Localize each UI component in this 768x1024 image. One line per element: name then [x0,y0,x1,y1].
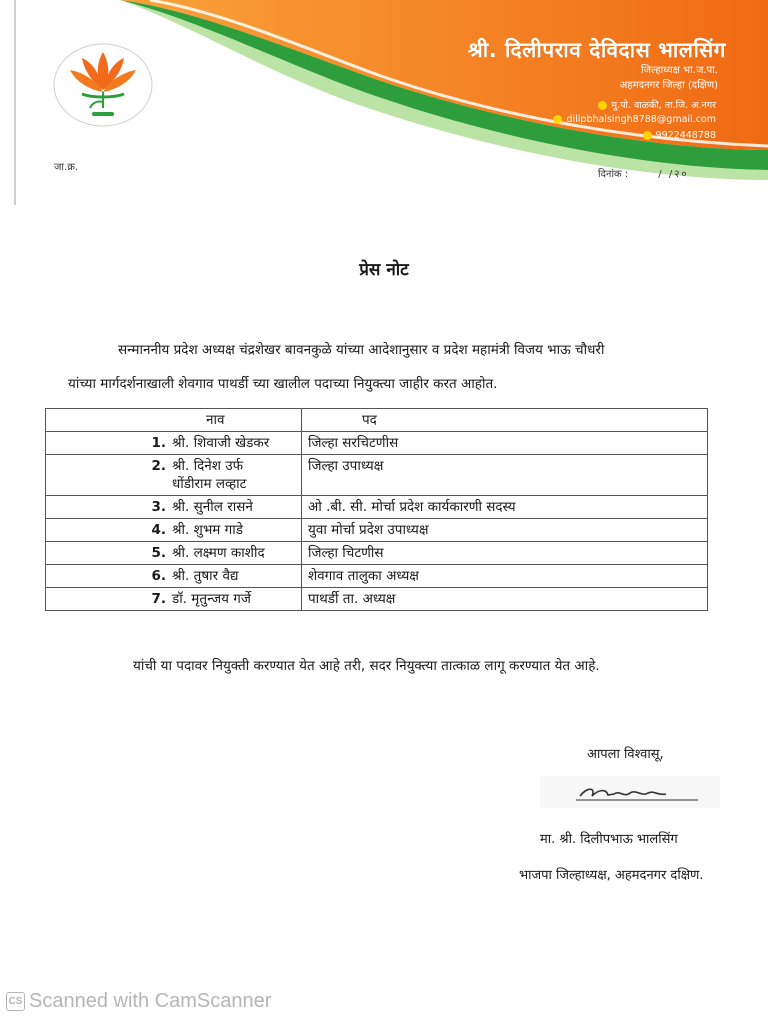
letterhead-email [553,114,716,125]
date-field [598,166,689,180]
scan-edge-line [14,0,16,205]
table-header-row [46,409,708,432]
document-title: प्रेस नोट [359,260,409,280]
table-row [46,496,708,519]
post-cell: जिल्हा उपाध्यक्ष [302,455,708,496]
letterhead [0,0,768,205]
post-cell: पाथर्डी ता. अध्यक्ष [302,588,708,611]
watermark-text: Scanned with CamScanner [29,990,272,1012]
letterhead-district: अहमदनगर जिल्हा (दक्षिण) [619,80,718,91]
table-row [46,455,708,496]
name-cell: 2. श्री. दिनेश उर्फ धोंडीराम लव्हाट [46,455,302,496]
phone-text: 9922448788 [655,130,716,141]
address-text: मु.पो. वाळकी, ता.जि. अ.नगर [611,100,716,111]
intro-line-1: सन्माननीय प्रदेश अध्यक्ष चंद्रशेखर बावनकुळे यांच्या आदेशानुसार व प्रदेश महामंत्री विजय भाऊ चौधरी [118,342,605,358]
location-pin-icon [598,101,607,110]
intro-line-2: यांच्या मार्गदर्शनाखाली शेवगाव पाथर्डी च्या खालील पदाच्या नियुक्त्या जाहीर करत आहोत. [68,376,498,392]
camscanner-watermark [6,990,271,1013]
date-value: / /२० [658,169,689,180]
name-cell: 6. श्री. तुषार वैद्य [46,565,302,588]
table-row [46,432,708,455]
name-cell: 3. श्री. सुनील रासने [46,496,302,519]
table-row [46,519,708,542]
name-cell: 7. डॉ. मृतुन्जय गर्जे [46,588,302,611]
header-cell-name: नाव [46,409,302,432]
phone-icon [643,131,652,140]
signature-image [540,776,720,808]
date-label: दिनांक : [598,169,629,180]
header-cell-post: पद [302,409,708,432]
email-icon [553,115,562,124]
post-cell: ओ .बी. सी. मोर्चा प्रदेश कार्यकारणी सदस्य [302,496,708,519]
table-row [46,565,708,588]
letterhead-address [598,98,716,111]
appointments-table [45,408,708,611]
signer-title: भाजपा जिल्हाध्यक्ष, अहमदनगर दक्षिण. [519,868,704,883]
table-row [46,588,708,611]
name-cell: 1. श्री. शिवाजी खेडकर [46,432,302,455]
letterhead-designation: जिल्हाध्यक्ष भा.ज.पा. [641,65,718,76]
post-cell: जिल्हा सरचिटणीस [302,432,708,455]
name-cell: 4. श्री. शुभम गाडे [46,519,302,542]
closing-salutation: आपला विश्वासू, [587,747,664,762]
outro-line: यांची या पदावर नियुक्ती करण्यात येत आहे तरी, सदर नियुक्त्या तात्काळ लागू करण्यात येत आहे. [133,658,600,674]
name-cell: 5. श्री. लक्ष्मण काशीद [46,542,302,565]
camscanner-logo-icon: CS [6,992,25,1011]
table-row [46,542,708,565]
bjp-lotus-logo [52,42,154,128]
letterhead-phone [643,130,716,141]
post-cell: जिल्हा चिटणीस [302,542,708,565]
reference-number-label: जा.क्र. [54,162,79,173]
post-cell: युवा मोर्चा प्रदेश उपाध्यक्ष [302,519,708,542]
post-cell: शेवगाव तालुका अध्यक्ष [302,565,708,588]
email-text: dilipbhalsingh8788@gmail.com [566,114,716,125]
letterhead-name: श्री. दिलीपराव देविदास भालसिंग [467,38,726,62]
signer-name: मा. श्री. दिलीपभाऊ भालसिंग [540,832,678,847]
